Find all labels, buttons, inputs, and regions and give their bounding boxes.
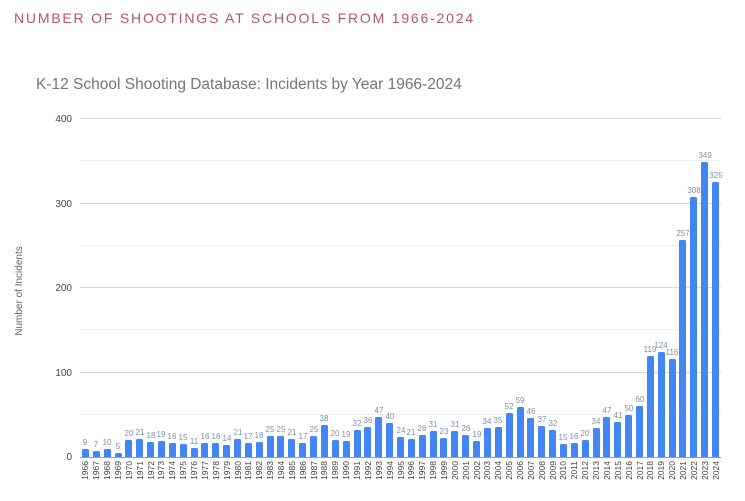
bar-value-label: 46 <box>526 407 536 416</box>
x-tick-label-2021: 2021 <box>678 461 688 480</box>
x-tick-label-1999: 1999 <box>439 461 449 480</box>
gridline-400 <box>80 118 721 119</box>
bar-value-label: 37 <box>537 415 547 424</box>
x-tick-label-1979: 1979 <box>222 461 232 480</box>
bar-value-label: 21 <box>135 428 145 437</box>
bar-2024[interactable] <box>712 182 719 457</box>
bar-value-label: 308 <box>687 186 701 195</box>
bar-1978[interactable] <box>212 443 219 457</box>
bar-value-label: 119 <box>643 345 657 354</box>
x-tick-label-1975: 1975 <box>178 461 188 480</box>
x-tick-label-2022: 2022 <box>689 461 699 480</box>
bar-value-label: 34 <box>591 417 601 426</box>
bar-value-label: 18 <box>146 431 156 440</box>
bar-2003[interactable] <box>484 428 491 457</box>
gridline-200 <box>80 287 721 288</box>
bar-1992[interactable] <box>364 427 371 457</box>
bar-1982[interactable] <box>256 442 263 457</box>
bar-2002[interactable] <box>473 441 480 457</box>
bar-1972[interactable] <box>147 442 154 457</box>
x-tick-label-2012: 2012 <box>580 461 590 480</box>
bar-value-label: 16 <box>211 432 221 441</box>
bar-1967[interactable] <box>93 451 100 457</box>
bar-value-label: 23 <box>439 427 449 436</box>
x-tick-label-1996: 1996 <box>406 461 416 480</box>
x-tick-label-2001: 2001 <box>461 461 471 480</box>
x-tick-label-2007: 2007 <box>526 461 536 480</box>
bar-value-label: 325 <box>709 171 723 180</box>
bar-1985[interactable] <box>288 439 295 457</box>
bar-1970[interactable] <box>125 440 132 457</box>
bar-2020[interactable] <box>669 359 676 457</box>
x-tick-label-2014: 2014 <box>602 461 612 480</box>
x-tick-label-2005: 2005 <box>504 461 514 480</box>
x-tick-label-2003: 2003 <box>482 461 492 480</box>
x-tick-label-1973: 1973 <box>156 461 166 480</box>
x-tick-label-1991: 1991 <box>352 461 362 480</box>
gridline-300 <box>80 203 721 204</box>
bar-value-label: 7 <box>93 440 99 449</box>
plot-area <box>80 119 723 480</box>
bar-value-label: 19 <box>472 430 482 439</box>
bar-value-label: 19 <box>156 430 166 439</box>
bar-2018[interactable] <box>647 356 654 457</box>
x-tick-label-1968: 1968 <box>102 461 112 480</box>
bar-2021[interactable] <box>679 240 686 457</box>
x-tick-label-2020: 2020 <box>667 461 677 480</box>
x-tick-label-1992: 1992 <box>363 461 373 480</box>
x-tick-label-2016: 2016 <box>624 461 634 480</box>
bar-value-label: 31 <box>428 420 438 429</box>
bar-value-label: 36 <box>363 416 373 425</box>
x-tick-label-1981: 1981 <box>243 461 253 480</box>
bar-1976[interactable] <box>191 448 198 457</box>
bar-2005[interactable] <box>506 413 513 457</box>
bar-2010[interactable] <box>560 444 567 457</box>
bar-1990[interactable] <box>343 441 350 457</box>
bar-value-label: 11 <box>189 437 199 446</box>
bar-value-label: 60 <box>635 395 645 404</box>
page-heading: NUMBER OF SHOOTINGS AT SCHOOLS FROM 1966-2024 <box>14 10 475 26</box>
bar-1993[interactable] <box>375 417 382 457</box>
y-axis-title: Number of Incidents <box>14 246 25 336</box>
x-tick-label-2006: 2006 <box>515 461 525 480</box>
y-tick-label-300: 300 <box>55 198 72 210</box>
x-tick-label-2018: 2018 <box>645 461 655 480</box>
x-tick-label-1974: 1974 <box>167 461 177 480</box>
gridline-150 <box>80 329 721 330</box>
bar-value-label: 17 <box>243 432 253 441</box>
chart-title: K-12 School Shooting Database: Incidents by Year 1966-2024 <box>36 76 462 93</box>
bar-value-label: 26 <box>461 424 471 433</box>
bar-2012[interactable] <box>582 440 589 457</box>
x-tick-label-2010: 2010 <box>558 461 568 480</box>
bar-1969[interactable] <box>115 453 122 457</box>
x-tick-label-1987: 1987 <box>309 461 319 480</box>
bar-value-label: 5 <box>115 442 121 451</box>
bar-value-label: 116 <box>665 348 679 357</box>
x-tick-label-2017: 2017 <box>635 461 645 480</box>
x-tick-label-1989: 1989 <box>330 461 340 480</box>
bar-value-label: 47 <box>602 406 612 415</box>
x-tick-label-1983: 1983 <box>265 461 275 480</box>
x-tick-label-1969: 1969 <box>113 461 123 480</box>
bar-2015[interactable] <box>614 422 621 457</box>
bar-1966[interactable] <box>82 449 89 457</box>
x-tick-label-2011: 2011 <box>569 461 579 480</box>
bar-2004[interactable] <box>495 427 502 457</box>
x-tick-label-2004: 2004 <box>493 461 503 480</box>
bar-1979[interactable] <box>223 445 230 457</box>
x-tick-label-1966: 1966 <box>80 461 90 480</box>
x-tick-label-1970: 1970 <box>124 461 134 480</box>
x-tick-label-1990: 1990 <box>341 461 351 480</box>
bar-2000[interactable] <box>451 431 458 457</box>
gridline-100 <box>80 372 721 373</box>
bar-1984[interactable] <box>277 436 284 457</box>
x-tick-label-1978: 1978 <box>211 461 221 480</box>
bar-value-label: 25 <box>265 425 275 434</box>
bar-1986[interactable] <box>299 443 306 457</box>
bar-2013[interactable] <box>593 428 600 457</box>
bar-value-label: 20 <box>580 429 590 438</box>
bar-value-label: 25 <box>276 425 286 434</box>
x-tick-label-2009: 2009 <box>548 461 558 480</box>
bar-value-label: 59 <box>515 396 525 405</box>
bar-value-label: 32 <box>352 419 362 428</box>
bar-value-label: 50 <box>624 404 634 413</box>
bar-value-label: 21 <box>233 428 243 437</box>
bar-value-label: 31 <box>450 420 460 429</box>
x-tick-label-1980: 1980 <box>233 461 243 480</box>
bar-value-label: 38 <box>319 414 329 423</box>
bar-value-label: 52 <box>504 402 514 411</box>
x-tick-label-1982: 1982 <box>254 461 264 480</box>
bar-1995[interactable] <box>397 437 404 457</box>
bar-value-label: 15 <box>178 433 188 442</box>
y-tick-label-200: 200 <box>55 283 72 294</box>
bar-value-label: 34 <box>482 417 492 426</box>
x-tick-label-1976: 1976 <box>189 461 199 480</box>
y-tick-label-400: 400 <box>55 114 72 125</box>
bar-value-label: 40 <box>385 412 395 421</box>
bar-value-label: 47 <box>374 406 384 415</box>
bar-2023[interactable] <box>701 162 708 457</box>
x-tick-label-2024: 2024 <box>711 461 721 480</box>
bar-value-label: 9 <box>82 438 88 447</box>
bar-2016[interactable] <box>625 415 632 457</box>
bar-1996[interactable] <box>408 439 415 457</box>
x-tick-label-1972: 1972 <box>146 461 156 480</box>
gridline-250 <box>80 245 721 246</box>
bar-value-label: 14 <box>222 434 232 443</box>
bar-1981[interactable] <box>245 443 252 457</box>
bar-2017[interactable] <box>636 406 643 457</box>
bar-2019[interactable] <box>658 352 665 457</box>
x-tick-label-1997: 1997 <box>417 461 427 480</box>
bar-1973[interactable] <box>158 441 165 457</box>
bar-1974[interactable] <box>169 443 176 457</box>
bar-value-label: 349 <box>698 151 712 160</box>
x-tick-label-1977: 1977 <box>200 461 210 480</box>
bar-value-label: 32 <box>548 419 558 428</box>
x-tick-label-1984: 1984 <box>276 461 286 480</box>
x-tick-label-2023: 2023 <box>700 461 710 480</box>
x-tick-label-1985: 1985 <box>287 461 297 480</box>
x-tick-label-1986: 1986 <box>298 461 308 480</box>
bar-value-label: 25 <box>309 425 319 434</box>
bar-1999[interactable] <box>440 438 447 457</box>
bar-value-label: 19 <box>341 430 351 439</box>
bar-1989[interactable] <box>332 440 339 457</box>
x-tick-label-2000: 2000 <box>450 461 460 480</box>
x-tick-label-2015: 2015 <box>613 461 623 480</box>
y-tick-label-0: 0 <box>66 452 72 463</box>
bar-2022[interactable] <box>690 197 697 457</box>
bar-value-label: 21 <box>287 428 297 437</box>
bar-value-label: 20 <box>330 429 340 438</box>
x-tick-label-1993: 1993 <box>374 461 384 480</box>
bar-value-label: 21 <box>406 428 416 437</box>
bar-value-label: 35 <box>493 416 503 425</box>
bar-value-label: 16 <box>167 432 177 441</box>
y-tick-label-100: 100 <box>55 367 72 379</box>
bar-1971[interactable] <box>136 439 143 457</box>
bar-1983[interactable] <box>267 436 274 457</box>
x-tick-label-1971: 1971 <box>135 461 145 480</box>
bar-1997[interactable] <box>419 435 426 457</box>
bar-2011[interactable] <box>571 443 578 457</box>
bar-value-label: 20 <box>124 429 134 438</box>
bar-1980[interactable] <box>234 439 241 457</box>
bar-1987[interactable] <box>310 436 317 457</box>
bar-value-label: 15 <box>558 433 568 442</box>
bar-value-label: 18 <box>254 431 264 440</box>
bar-value-label: 10 <box>102 438 112 447</box>
bar-1977[interactable] <box>201 443 208 457</box>
bar-value-label: 257 <box>676 229 690 238</box>
bar-value-label: 17 <box>298 432 308 441</box>
x-tick-label-2013: 2013 <box>591 461 601 480</box>
x-tick-label-2008: 2008 <box>537 461 547 480</box>
bar-2014[interactable] <box>603 417 610 457</box>
x-tick-label-1994: 1994 <box>385 461 395 480</box>
x-tick-label-1967: 1967 <box>91 461 101 480</box>
bar-value-label: 16 <box>200 432 210 441</box>
gridline-350 <box>80 160 721 161</box>
bar-1991[interactable] <box>354 430 361 457</box>
bar-value-label: 26 <box>417 424 427 433</box>
x-axis-line <box>80 457 721 458</box>
x-tick-label-1988: 1988 <box>319 461 329 480</box>
x-tick-label-2019: 2019 <box>656 461 666 480</box>
x-tick-label-1998: 1998 <box>428 461 438 480</box>
bar-value-label: 24 <box>396 426 406 435</box>
x-tick-label-1995: 1995 <box>396 461 406 480</box>
bar-value-label: 16 <box>569 432 579 441</box>
bar-2008[interactable] <box>538 426 545 457</box>
bar-value-label: 41 <box>613 411 623 420</box>
bar-value-label: 124 <box>654 341 668 350</box>
x-tick-label-2002: 2002 <box>472 461 482 480</box>
